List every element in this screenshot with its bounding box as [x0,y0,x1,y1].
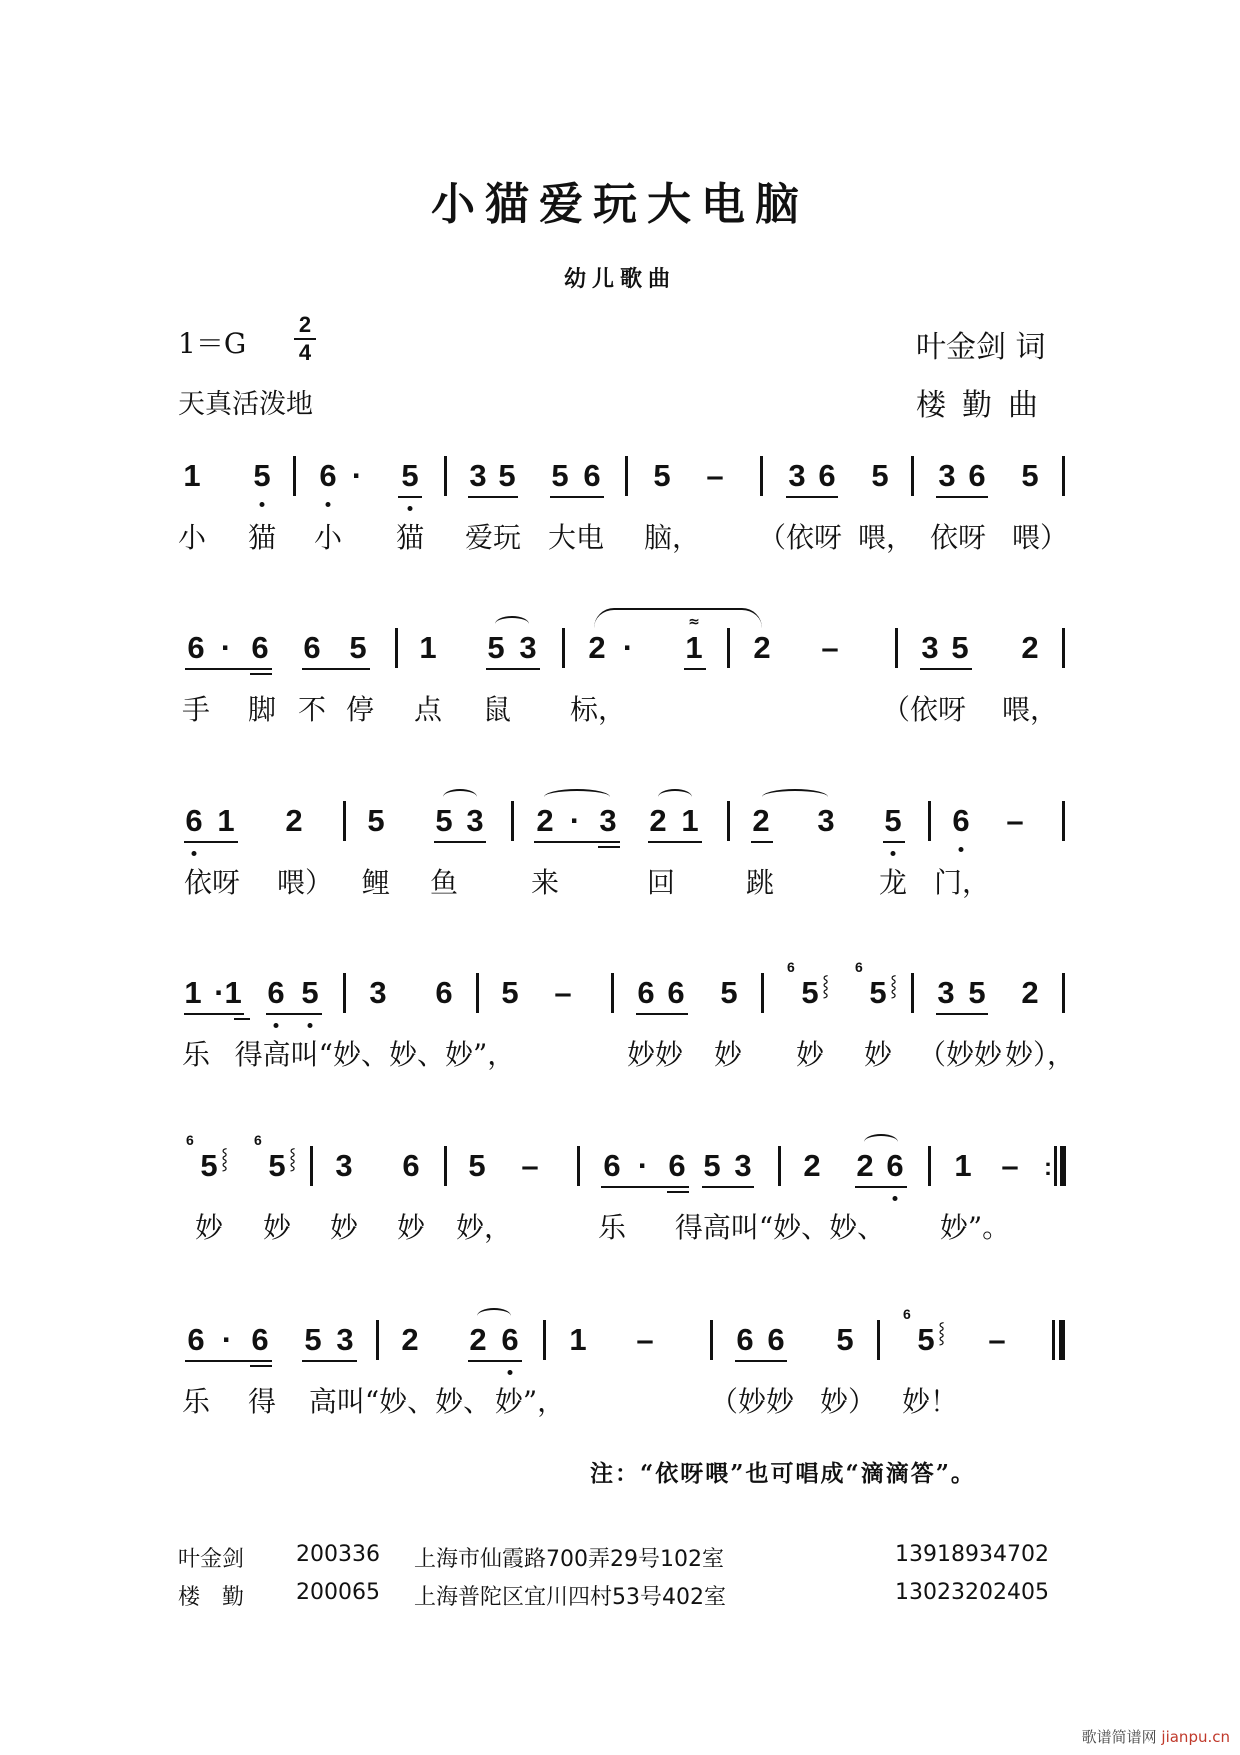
beam-underline [702,1186,754,1188]
beam-underline [302,668,370,670]
note-digit: 1 [685,630,703,665]
lyric-syllable: 喂） [1011,521,1069,554]
bar-line [1062,973,1065,1013]
note-digit: 2 [752,803,770,838]
beam-underline [735,1360,787,1362]
note-digit: 5 [253,458,271,493]
note-digit: 3 [938,458,956,493]
contact-name: 楼 勤 [178,1585,245,1610]
note-digit: 5 [720,975,738,1010]
note-digit: 2 [1021,630,1039,665]
bar-line [1059,1320,1065,1360]
lyric-syllable: 爱玩 [464,521,522,554]
note-digit: · [221,1322,233,1357]
note-digit: 5 [951,630,969,665]
note-digit: 6 [187,1322,205,1357]
note-digit: 5 [301,975,319,1010]
note-digit: 5 [487,630,505,665]
lyric-syllable: （妙妙 [709,1385,795,1418]
beam-underline [468,496,518,498]
lyric-syllable: 妙 [262,1211,292,1244]
lyric-syllable: 妙）， [1004,1038,1076,1071]
note-digit: – [1001,1148,1019,1183]
slur-arc [864,1134,898,1150]
lyric-syllable: 妙 [863,1038,893,1071]
note-digit: 1 [183,458,201,493]
lyric-syllable: （妙妙 [917,1038,1003,1071]
lyric-syllable: 得 [247,1385,277,1418]
note-digit: 3 [519,630,537,665]
lyricist-credit: 叶金剑 词 [916,330,1046,365]
beam-underline [936,1013,988,1015]
note-digit: · [569,803,581,838]
beam-underline [667,1191,689,1193]
contact-name: 叶金剑 [178,1547,245,1572]
lyric-syllable: 鼠 [482,693,512,726]
lyric-syllable: 得高叫“妙、妙、妙”， [234,1038,516,1071]
note-digit: 5 [551,458,569,493]
note-digit: 6 [251,630,269,665]
beam-underline [250,673,272,675]
bar-line [293,456,296,496]
lyric-syllable: 乐 [181,1385,211,1418]
note-digit: 6 [402,1148,420,1183]
bar-line [877,1320,880,1360]
bar-line [760,456,763,496]
beam-underline [434,841,486,843]
beam-underline [184,1013,244,1015]
bar-line [928,1146,931,1186]
bar-line [625,456,628,496]
bar-line [444,456,447,496]
contact-address: 上海市仙霞路700弄29号102室 [414,1547,724,1572]
note-digit: 1 [419,630,437,665]
note-digit: 6 [886,1148,904,1183]
note-digit: 3 [921,630,939,665]
grace-note: 6 [254,1132,262,1148]
contact-phone: 13918934702 [895,1542,1049,1567]
note-digit: 5 [200,1148,218,1183]
lyric-syllable: 得高叫“妙、妙、 [674,1211,886,1244]
bar-line [543,1320,546,1360]
lyric-syllable: 点 [413,693,443,726]
lyric-syllable: 停 [345,693,375,726]
note-digit: – [554,975,572,1010]
note-digit: 6 [668,1148,686,1183]
lyric-syllable: 猫 [247,521,277,554]
bar-line [928,801,931,841]
bar-line [310,1146,313,1186]
note-digit: 5 [268,1148,286,1183]
bar-line [778,1146,781,1186]
slur-arc [443,789,477,805]
bar-line [562,628,565,668]
beam-underline [534,841,620,843]
slur-arc [495,616,529,632]
note-digit: 1 [569,1322,587,1357]
glissando-icon: ⸾ [221,1146,229,1170]
note-digit: 5 [869,975,887,1010]
note-digit: 1 [184,975,202,1010]
glissando-icon: ⸾ [938,1320,946,1344]
tempo-marking: 天真活泼地 [178,389,313,420]
note-digit: 5 [703,1148,721,1183]
note-digit: – [1006,803,1024,838]
score-line-3 [0,803,1240,923]
watermark-url[interactable]: jianpu.cn [1161,1728,1230,1746]
slur-arc [594,608,762,630]
beam-underline [786,496,838,498]
note-digit: 5 [304,1322,322,1357]
bar-line [343,801,346,841]
note-digit: 6 [501,1322,519,1357]
note-digit: 5 [501,975,519,1010]
lyric-syllable: 猫 [395,521,425,554]
octave-dot [408,506,413,511]
lyric-syllable: 乐 [181,1038,211,1071]
octave-dot [959,847,964,852]
note-digit: 5 [871,458,889,493]
note-digit: 5 [801,975,819,1010]
beam-underline [185,668,272,670]
time-signature-top: 2 [298,312,312,337]
note-digit: 2 [753,630,771,665]
note-digit: 6 [267,975,285,1010]
lyric-syllable: 喂， [1001,693,1059,726]
score-line-4 [0,959,1240,1095]
lyric-syllable: 妙 [194,1211,224,1244]
lyric-syllable: 妙！ [901,1385,959,1418]
octave-dot [893,1196,898,1201]
beam-underline [250,1365,272,1367]
note-digit: · [622,630,634,665]
note-digit: 5 [367,803,385,838]
glissando-icon: ⸾ [289,1146,297,1170]
lyric-syllable: 依呀 [929,521,987,554]
beam-underline [636,1013,688,1015]
beam-underline [751,841,773,843]
note-digit: 6 [185,803,203,838]
bar-line [1060,1146,1066,1186]
glissando-icon: ⸾ [890,973,898,997]
bar-line [511,801,514,841]
note-digit: 5 [498,458,516,493]
bar-line [343,973,346,1013]
octave-dot [508,1370,513,1375]
lyric-syllable: （依呀 [881,693,967,726]
repeat-sign: : [1044,1154,1052,1181]
bar-line [395,628,398,668]
lyric-syllable: 回 [646,866,676,899]
grace-note: 6 [787,959,795,975]
slur-arc [477,1308,511,1324]
beam-underline [855,1186,907,1188]
bar-line [895,628,898,668]
slur-arc [762,789,828,805]
bar-line [611,973,614,1013]
note-digit: 3 [369,975,387,1010]
beam-underline [184,841,238,843]
note-digit: 2 [803,1148,821,1183]
note-digit: 6 [736,1322,754,1357]
note-digit: 5 [653,458,671,493]
grace-note: 6 [903,1306,911,1322]
lyric-syllable: 妙 [396,1211,426,1244]
note-digit: 3 [817,803,835,838]
beam-underline [266,1013,322,1015]
note-digit: – [521,1148,539,1183]
slur-arc [658,789,692,805]
bar-line [761,973,764,1013]
lyric-syllable: 小 [177,521,207,554]
note-digit: 5 [917,1322,935,1357]
beam-underline [883,841,905,843]
note-digit: 5 [884,803,902,838]
note-digit: 3 [466,803,484,838]
lyric-syllable: 手 [181,693,211,726]
note-digit: 3 [734,1148,752,1183]
bar-line [376,1320,379,1360]
lyric-syllable: 不 [297,693,327,726]
footnote: 注：“依呀喂”也可唱成“滴滴答”。 [590,1460,976,1487]
note-digit: – [988,1322,1006,1357]
contact-postcode: 200336 [296,1542,380,1567]
note-digit: ·1 [214,975,242,1010]
beam-underline [936,496,988,498]
beam-underline [648,841,702,843]
note-digit: 6 [603,1148,621,1183]
note-digit: 2 [285,803,303,838]
note-digit: – [636,1322,654,1357]
note-digit: 6 [319,458,337,493]
bar-line [1062,456,1065,496]
lyric-syllable: 标， [569,693,627,726]
note-digit: – [821,630,839,665]
note-digit: 6 [968,458,986,493]
beam-underline [185,1360,272,1362]
note-digit: 5 [349,630,367,665]
note-digit: 6 [187,630,205,665]
note-digit: 5 [1021,458,1039,493]
bar-line [1062,801,1065,841]
lyric-syllable: 妙妙 [626,1038,684,1071]
lyric-syllable: 脚 [247,693,277,726]
grace-note: 6 [855,959,863,975]
contact-phone: 13023202405 [895,1580,1049,1605]
note-digit: 5 [968,975,986,1010]
note-digit: 1 [681,803,699,838]
lyric-syllable: 脑， [643,521,701,554]
note-digit: 3 [335,1148,353,1183]
slur-arc [544,789,610,805]
bar-line [710,1320,713,1360]
note-digit: 5 [435,803,453,838]
note-digit: 2 [536,803,554,838]
key-signature: 1＝G [178,327,247,360]
note-digit: 6 [251,1322,269,1357]
note-digit: 5 [468,1148,486,1183]
note-digit: 6 [952,803,970,838]
note-digit: 2 [1021,975,1039,1010]
lyric-syllable: 妙”。 [939,1211,1011,1244]
note-digit: · [220,630,232,665]
octave-dot [891,851,896,856]
note-digit: 5 [401,458,419,493]
lyric-syllable: 来 [530,866,560,899]
contact-address: 上海普陀区宜川四村53号402室 [414,1585,726,1610]
note-digit: 6 [303,630,321,665]
bar-line [1052,1320,1055,1360]
note-digit: 1 [217,803,235,838]
octave-dot [192,851,197,856]
watermark [1082,1726,1230,1747]
lyric-syllable: 鱼 [429,866,459,899]
score-line-5 [0,1132,1240,1268]
score-line-6 [0,1306,1240,1442]
contact-postcode: 200065 [296,1580,380,1605]
note-digit: 2 [649,803,667,838]
lyric-syllable: 妙， [455,1211,513,1244]
bar-line [911,973,914,1013]
trill-icon: ≈ [688,614,700,630]
note-digit: 3 [336,1322,354,1357]
bar-line [727,628,730,668]
composer-credit: 楼勤曲 [916,388,1054,423]
lyric-syllable: 妙 [329,1211,359,1244]
score-line-1 [0,458,1240,578]
lyric-syllable: 妙 [713,1038,743,1071]
lyric-syllable: 龙 [878,866,908,899]
lyric-syllable: 妙） [819,1385,877,1418]
bar-line [1062,628,1065,668]
octave-dot [326,502,331,507]
note-digit: 3 [469,458,487,493]
lyric-syllable: 妙 [795,1038,825,1071]
note-digit: 2 [588,630,606,665]
lyric-syllable: 妙”， [494,1385,566,1418]
beam-underline [486,668,540,670]
time-signature-bottom: 4 [298,340,312,365]
lyric-syllable: 小 [313,521,343,554]
note-digit: 3 [599,803,617,838]
bar-line [476,973,479,1013]
octave-dot [274,1023,279,1028]
song-title: 小猫爱玩大电脑 [431,179,809,230]
beam-underline [598,846,620,848]
note-digit: 3 [937,975,955,1010]
beam-underline [398,496,422,498]
note-digit: 6 [767,1322,785,1357]
note-digit: 2 [856,1148,874,1183]
lyric-syllable: 门， [933,866,991,899]
lyric-syllable: 喂， [857,521,915,554]
note-digit: 1 [954,1148,972,1183]
note-digit: 6 [583,458,601,493]
lyric-syllable: 大电 [547,521,605,554]
note-digit: 6 [818,458,836,493]
song-subtitle: 幼儿歌曲 [563,266,676,292]
note-digit: 6 [667,975,685,1010]
note-digit: · [351,458,363,493]
lyric-syllable: 鲤 [361,866,391,899]
beam-underline [550,496,604,498]
score-line-2 [0,614,1240,750]
beam-underline [920,668,972,670]
lyric-syllable: 跳 [745,866,775,899]
time-signature [294,314,316,364]
lyric-syllable: 喂） [276,866,334,899]
note-digit: 5 [836,1322,854,1357]
beam-underline [684,668,706,670]
note-digit: 6 [637,975,655,1010]
lyric-syllable: （依呀 [757,521,843,554]
note-digit: 6 [435,975,453,1010]
beam-underline [468,1360,522,1362]
glissando-icon: ⸾ [822,973,830,997]
beam-underline [302,1360,357,1362]
bar-line [1054,1146,1057,1186]
beam-underline [601,1186,689,1188]
lyric-syllable: 乐 [597,1211,627,1244]
octave-dot [308,1023,313,1028]
bar-line [911,456,914,496]
bar-line [444,1146,447,1186]
note-digit: – [706,458,724,493]
bar-line [577,1146,580,1186]
beam-underline [234,1018,250,1020]
bar-line [727,801,730,841]
note-digit: · [637,1148,649,1183]
grace-note: 6 [186,1132,194,1148]
octave-dot [260,502,265,507]
note-digit: 2 [401,1322,419,1357]
note-digit: 3 [788,458,806,493]
watermark-site-name: 歌谱简谱网 [1081,1728,1157,1746]
lyric-syllable: 高叫“妙、妙、 [308,1385,492,1418]
note-digit: 2 [469,1322,487,1357]
lyric-syllable: 依呀 [183,866,241,899]
